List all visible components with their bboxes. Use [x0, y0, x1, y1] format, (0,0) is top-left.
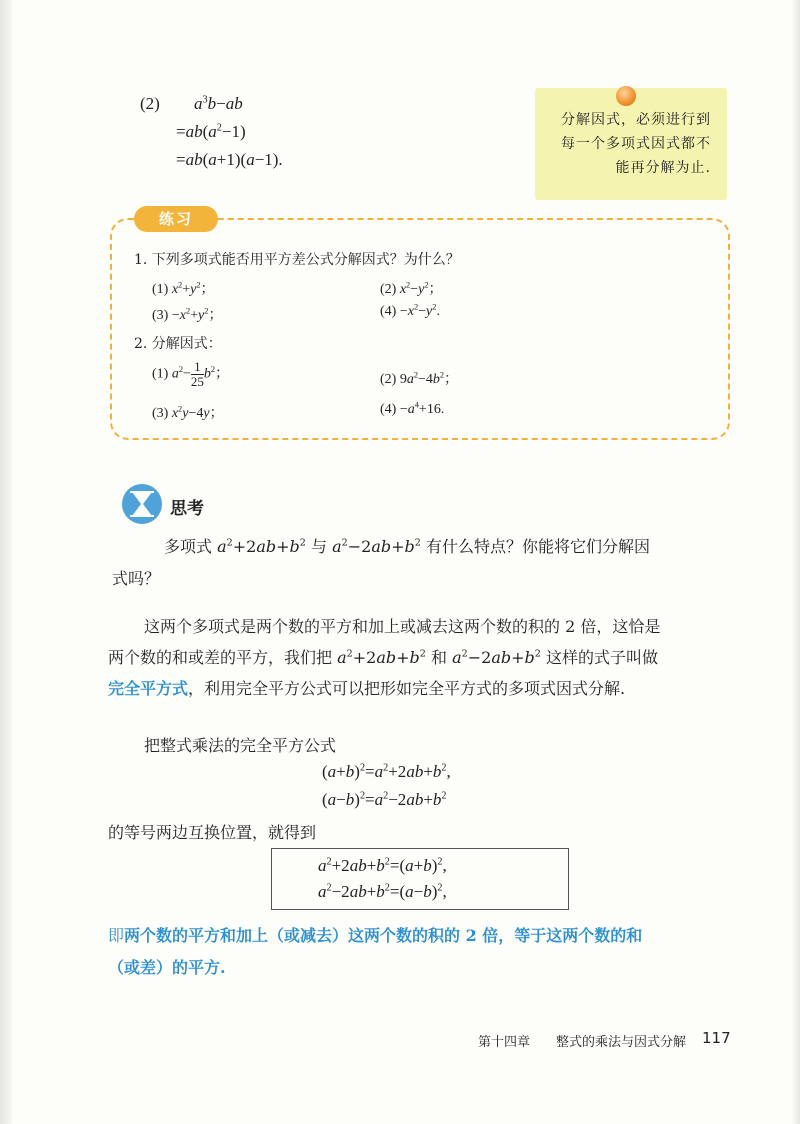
page-right-edge	[792, 0, 800, 1124]
side-note	[535, 88, 727, 200]
hourglass-icon	[122, 484, 162, 524]
boxed-formula-1: $a^2+2ab+b^2=(a+b)^2$,	[318, 856, 447, 875]
example-line-2: $=ab(a^2-1)$	[176, 122, 246, 141]
para1-line-3	[108, 676, 625, 699]
think-text-line-1: 多项式 $a^2+2ab+b^2$ 与 $a^2-2ab+b^2$ 有什么特点？你能将它们分解因	[164, 537, 650, 556]
practice-q2: 2. 分解因式：	[134, 336, 222, 352]
para1-line-2: 两个数的和或差的平方，我们把 $a^2+2ab+b^2$ 和 $a^2-2ab+b^2$ 这样的式子叫做	[108, 648, 658, 667]
side-note-text: 分解因式，必须进行到每一个多项式因式都不能再分解为止.	[561, 112, 711, 176]
conclusion-line-1	[108, 923, 642, 946]
term-perfect-square: 完全平方式	[108, 679, 189, 698]
conclusion-line-2: （或差）的平方.	[108, 958, 226, 977]
boxed-formula-2: $a^2-2ab+b^2=(a-b)^2$,	[318, 882, 447, 901]
page-number: 117	[702, 1029, 731, 1047]
footer-title: 整式的乘法与因式分解	[556, 1035, 687, 1050]
practice-q1-item-4: $(4) -x^2-y^2$.	[380, 302, 440, 319]
fraction-denominator: 25	[190, 374, 204, 389]
practice-q2-item-2: (2) $9a^2-4b^2$；	[380, 370, 459, 387]
para2-intro: 把整式乘法的完全平方公式	[144, 736, 337, 755]
fraction-numerator: 1	[191, 360, 204, 375]
practice-q2-item-4: $(4) -a^4+16$.	[380, 400, 445, 417]
formula-1: $(a+b)^2=a^2+2ab+b^2$,	[322, 762, 451, 781]
practice-q1: 1. 下列多项式能否用平方差公式分解因式？为什么？	[134, 252, 460, 268]
practice-q2-item-1: (1) $a^2-$ $\frac{1}{25}$ $b^2$；	[152, 359, 230, 389]
para2-after: 的等号两边互换位置，就得到	[108, 823, 317, 842]
practice-q2-item-3: (3) $x^2y-4y$；	[152, 404, 224, 421]
fraction	[191, 360, 204, 389]
think-title: 思考	[170, 499, 204, 519]
conclusion-prefix: 即	[108, 926, 125, 945]
think-text-line-2: 式吗？	[112, 569, 161, 588]
practice-q1-item-3: $(3) -x^2+y^2$；	[152, 306, 223, 323]
formula-2: $(a-b)^2=a^2-2ab+b^2$	[322, 790, 447, 809]
example-label: (2)	[140, 94, 160, 113]
practice-q1-item-2: (2) $x^2-y^2$；	[380, 280, 443, 297]
page-left-edge	[0, 0, 12, 1124]
ball-icon	[616, 86, 636, 106]
practice-tab: 练习	[134, 206, 218, 232]
conclusion-text-1: 两个数的平方和加上（或减去）这两个数的积的 2 倍，等于这两个数的和	[124, 926, 643, 945]
footer-chapter: 第十四章	[478, 1035, 531, 1050]
para1-line-3-rest: ，利用完全平方公式可以把形如完全平方式的多项式因式分解.	[188, 679, 626, 698]
practice-q1-item-1: (1) $x^2+y^2$；	[152, 280, 215, 297]
example-line-1: $a^3b-ab$	[194, 94, 243, 113]
para1-line-1: 这两个多项式是两个数的平方和加上或减去这两个数的积的 2 倍，这恰是	[144, 617, 661, 636]
example-line-3: =ab(a+1)(a−1).	[176, 150, 283, 169]
